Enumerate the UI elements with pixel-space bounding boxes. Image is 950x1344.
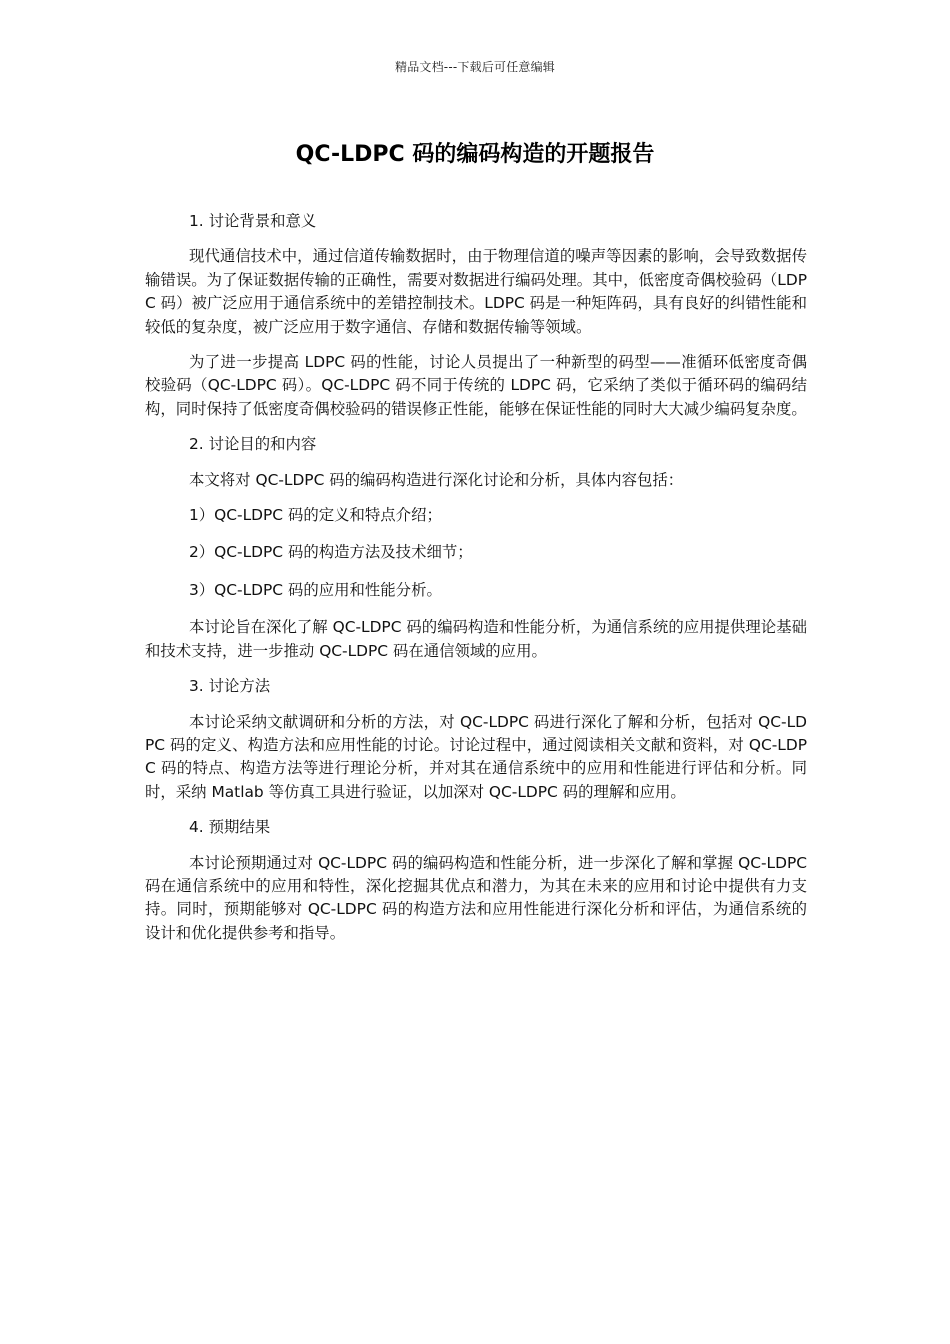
paragraph-purpose-closing: 本讨论旨在深化了解 QC-LDPC 码的编码构造和性能分析，为通信系统的应用提供理论基础和技术支持，进一步推动 QC-LDPC 码在通信领域的应用。 — [145, 618, 807, 660]
list-item-construction: 2）QC-LDPC 码的构造方法及技术细节； — [189, 543, 473, 562]
list-item-application: 3）QC-LDPC 码的应用和性能分析。 — [189, 580, 442, 599]
paragraph-results: 本讨论预期通过对 QC-LDPC 码的编码构造和性能分析，进一步深化了解和掌握 QC-LDPC 码在通信系统中的应用和特性，深化挖掘其优点和潜力，为其在未来的应用和讨论中提供有力支持。同时，预期能够对 QC-LDPC 码的构造方法和应用性能进行深化分析和评估，为通信系统的设计和优化提供参考和指导。 — [145, 853, 807, 942]
document-title: QC-LDPC 码的编码构造的开题报告 — [295, 142, 655, 167]
document-body — [145, 210, 807, 957]
paragraph-background-1: 现代通信技术中，通过信道传输数据时，由于物理信道的噪声等因素的影响，会导致数据传输错误。为了保证数据传输的正确性，需要对数据进行编码处理。其中，低密度奇偶校验码（LDPC 码）被广泛应用于通信系统中的差错控制技术。LDPC 码是一种矩阵码，具有良好的纠错性能和较低的复杂度，被广泛应用于数字通信、存储和数据传输等领域。 — [145, 247, 807, 336]
paragraph-background-2: 为了进一步提高 LDPC 码的性能，讨论人员提出了一种新型的码型——准循环低密度奇偶校验码（QC-LDPC 码）。QC-LDPC 码不同于传统的 LDPC 码，它采纳了类似于循环码的编码结构，同时保持了低密度奇偶校验码的错误修正性能，能够在保证性能的同时大大减少编码复杂度。 — [145, 353, 807, 418]
section-heading-method: 3. 讨论方法 — [189, 677, 271, 696]
section-heading-purpose: 2. 讨论目的和内容 — [189, 435, 317, 454]
header-note: 精品文档---下载后可任意编辑 — [395, 60, 555, 74]
paragraph-method: 本讨论采纳文献调研和分析的方法，对 QC-LDPC 码进行深化了解和分析，包括对 QC-LDPC 码的定义、构造方法和应用性能的讨论。讨论过程中，通过阅读相关文献和资料，对 QC-LDPC 码的特点、构造方法等进行理论分析，并对其在通信系统中的应用和性能进行评估和分析。同时，采纳 Matlab 等仿真工具进行验证，以加深对 QC-LDPC 码的理解和应用。 — [145, 712, 807, 801]
section-heading-background: 1. 讨论背景和意义 — [189, 212, 317, 230]
list-item-definition: 1）QC-LDPC 码的定义和特点介绍； — [189, 506, 442, 525]
paragraph-purpose-intro: 本文将对 QC-LDPC 码的编码构造进行深化讨论和分析，具体内容包括： — [189, 470, 684, 489]
section-heading-results: 4. 预期结果 — [189, 818, 271, 837]
